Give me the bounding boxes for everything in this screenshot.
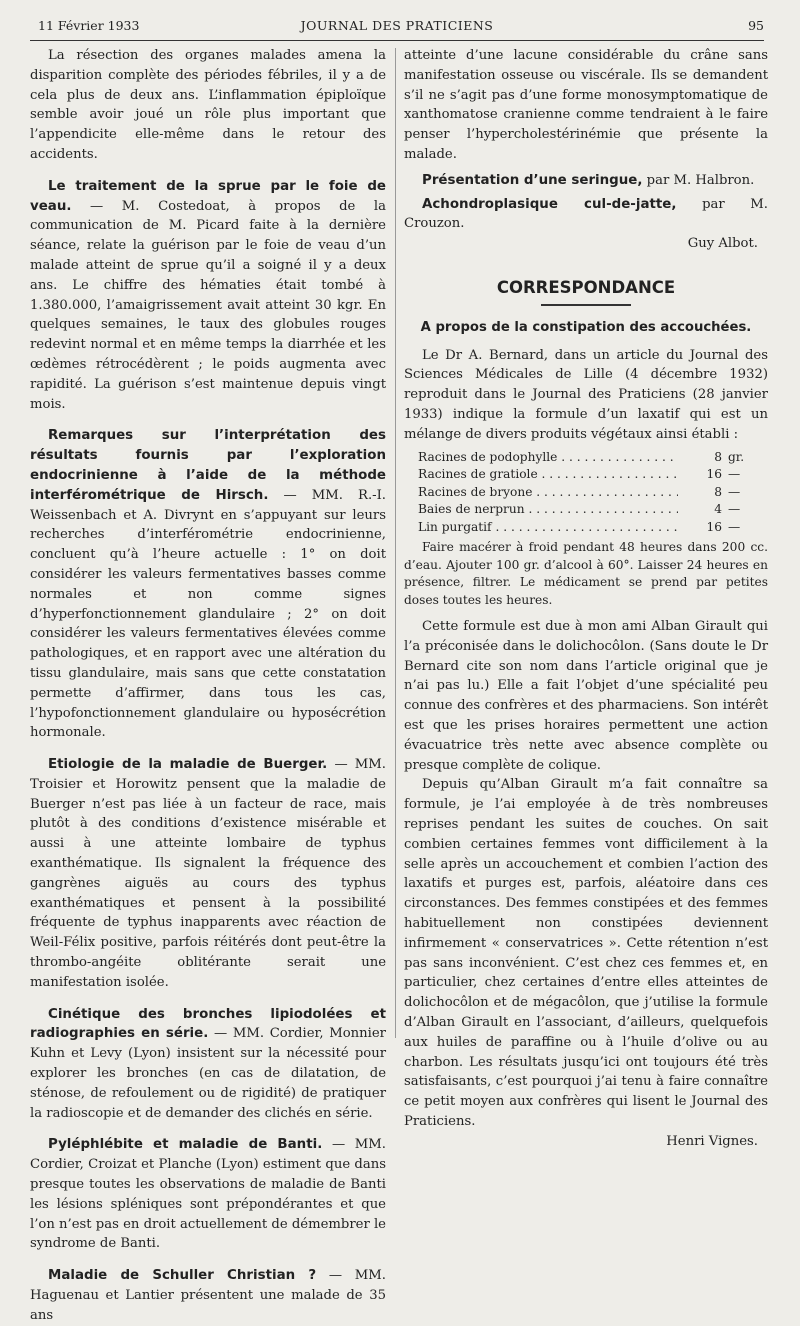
- signature: Guy Albot.: [687, 236, 758, 252]
- presentation-item: Présentation d’une seringue, par M. Halbron.: [422, 172, 755, 188]
- section-heading: Remarques sur l’interprétation des résultats fournis par l’exploration endocrinienne à l’aide de la méthode interférométrique de Hirsch.: [30, 428, 386, 503]
- section-body: — M. Costedoat, à propos de la communication de M. Picard faite à la dernière séance, relate la guérison par le foie de veau d’un malade atteint de sprue qu’il a soigné il y a deux ans. Le chiffre des hématies était tombé à 1.380.000, l’amaigrissement avait atteint 30 kgr. En quelques semaines, le taux des globules rouges redevint normal et en même temps la diarrhée et les œdèmes rétrocédèrent ; le poids augmenta avec rapidité. La guérison s’est maintenue depuis vingt mois.: [30, 198, 386, 412]
- recipe-row: Baies de nerprun . . . 4 —: [404, 501, 768, 519]
- intro-paragraph: La résection des organes malades amena la disparition complète des périodes fébriles, il y a de cela plus de deux ans. L’inflammation épiploïque semble avoir joué un rôle plus important que l’appendicite elle-même dans le retour des accidents.: [30, 48, 386, 162]
- section-heading: Maladie de Schuller Christian ?: [48, 1268, 317, 1284]
- correspondance-subtitle: A propos de la constipation des accouchées.: [420, 319, 752, 335]
- header-date: 11 Février 1933: [38, 18, 140, 33]
- section-body: — MM. Troisier et Horowitz pensent que la maladie de Buerger n’est pas liée à un facteur de race, mais plutôt à des conditions d’existence misérable et aussi à une atteinte lombaire de typhus exanthématique. Ils signalent la fréquence des gangrènes aiguës au cours des typhus exanthématiques et pensent à la possibilité fréquente de typhus inapparents avec réaction de Weil-Félix positive, parfois réitérés dont peut-être la thrombo-angéite oblitérante serait une manifestation isolée.: [30, 757, 386, 990]
- recipe-row: Racines de podophylle . . . 8 gr.: [404, 449, 768, 467]
- recipe-instructions: Faire macérer à froid pendant 48 heures dans 200 cc. d’eau. Ajouter 100 gr. d’alcool à 60°. Laisser 24 heures en présence, filtrer. Le médicament se prend par petites doses toutes les heures.: [404, 540, 768, 607]
- section-sprue: [30, 177, 386, 415]
- presentation-item: Achondroplasique cul-de-jatte, par M. Crouzon.: [404, 196, 768, 232]
- section-body: — MM. R.-I. Weissenbach et A. Divrynt en s’appuyant sur leurs recherches d’interférométrie endocrinienne, concluent qu’à l’heure actuelle : 1° on doit considérer les valeurs fermentatives basses comme normales et non comme signes d’hyperfonctionnement glandulaire ; 2° on doit considérer les valeurs fermentatives élevées comme pathologiques, et en rapport avec une altération du tissu glandulaire, mais sans que cette constatation permette d’affirmer, dans tous les cas, l’hypofonctionnement glandulaire ou hyposécrétion hormonale.: [30, 487, 386, 741]
- recipe-row: Racines de bryone . . . 8 —: [404, 484, 768, 502]
- section-heading: Le traitement de la sprue par le foie de veau.: [30, 178, 386, 214]
- header-journal-title: JOURNAL DES PRATICIENS: [300, 18, 494, 33]
- section-body: — MM. Cordier, Monnier Kuhn et Levy (Lyon) insistent sur la nécessité pour explorer les bronches (en cas de dilatation, de sténose, de refoulement ou de rigidité) de pratiquer la radioscopie et de demander des clichés en série.: [30, 1026, 386, 1121]
- section-schuller: [30, 1266, 386, 1325]
- right-column: [404, 46, 768, 1152]
- section-body: — MM. Haguenau et Lantier présentent une malade de 35 ans: [30, 1268, 386, 1323]
- page-number: 95: [748, 18, 764, 33]
- section-bronches: [30, 1005, 386, 1124]
- section-heading: Pyléphlébite et maladie de Banti.: [48, 1137, 323, 1153]
- section-buerger: [30, 755, 386, 993]
- recipe-row: Lin purgatif . . . 16 —: [404, 519, 768, 537]
- section-interferometrie: [30, 426, 386, 743]
- left-column: [30, 46, 386, 1326]
- recipe-table: [404, 449, 768, 610]
- section-body: — MM. Cordier, Croizat et Planche (Lyon) estiment que dans presque toutes les observations de maladie de Banti les lésions spléniques sont prépondérantes et que l’on n’est pas en droit actuellement de démembrer le syndrome de Banti.: [30, 1137, 386, 1252]
- correspondance-paragraph: Le Dr A. Bernard, dans un article du Journal des Sciences Médicales de Lille (4 décembre 1932) reproduit dans le Journal des Praticiens (28 janvier 1933) indique la formule d’un laxatif qui est un mélange de divers produits végétaux ainsi établi :: [404, 347, 768, 442]
- column-divider: [395, 48, 396, 1038]
- title-rule: [541, 304, 631, 306]
- page-header: [30, 14, 764, 41]
- continuation-paragraph: atteinte d’une lacune considérable du crâne sans manifestation osseuse ou viscérale. Ils se demandent s’il ne s’agit pas d’une forme monosymptomatique de xanthomatose cranienne comme tendraient à le faire penser l’hypercholestérinémie que présente la malade.: [404, 48, 768, 162]
- section-banti: [30, 1135, 386, 1254]
- signature: Henri Vignes.: [666, 1133, 758, 1149]
- correspondance-title: CORRESPONDANCE: [496, 277, 676, 297]
- correspondance-paragraph: Cette formule est due à mon ami Alban Girault qui l’a préconisée dans le dolichocôlon. (Sans doute le Dr Bernard cite son nom dans l’article original que je n’ai pas lu.) Elle a fait l’objet d’une spécialité peu connue des confrères et des pharmaciens. Son intérêt est que les prises horaires permettent une action évacuatrice très nette avec absence complète ou presque complète de colique.: [404, 619, 768, 773]
- correspondance-paragraph: Depuis qu’Alban Girault m’a fait connaître sa formule, je l’ai employée à de très nombreuses reprises pendant les suites de couches. On sait combien certaines femmes vont difficilement à la selle après un accouchement et combien l’action des laxatifs et purges est, parfois, aléatoire dans ces circonstances. Des femmes constipées et des femmes habituellement non constipées deviennent infirmement « conservatrices ». Cette rétention n’est pas sans inconvénient. C’est chez ces femmes et, en particulier, chez certaines d’entre elles atteintes de dolichocôlon et de mégacôlon, que j’utilise la formule d’Alban Girault en l’associant, d’ailleurs, quelquefois aux huiles de paraffine ou à l’huile d’olive ou au charbon. Les résultats jusqu’ici ont toujours été très satisfaisants, c’est pourquoi j’ai tenu à faire connaître ce petit moyen aux confrères qui lisent le Journal des Praticiens.: [404, 777, 768, 1129]
- section-heading: Etiologie de la maladie de Buerger.: [48, 757, 328, 773]
- recipe-row: Racines de gratiole . . . 16 —: [404, 466, 768, 484]
- section-heading: Cinétique des bronches lipiodolées et radiographies en série.: [30, 1006, 386, 1042]
